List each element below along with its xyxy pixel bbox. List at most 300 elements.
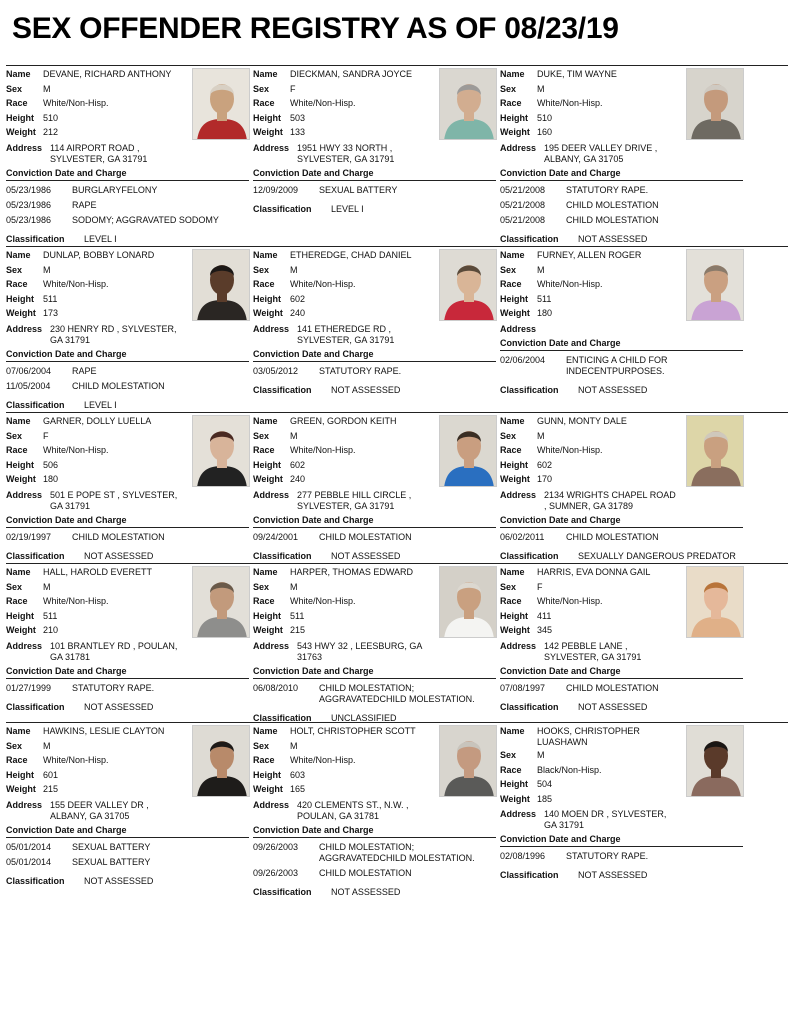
conviction-header: Conviction Date and Charge xyxy=(500,337,743,351)
race-label: Race xyxy=(500,98,522,109)
address-label: Address xyxy=(6,489,43,500)
classification-row xyxy=(500,550,740,562)
offender-card xyxy=(253,723,493,898)
conviction-date: 03/05/2012 xyxy=(253,365,299,376)
conviction-item xyxy=(253,868,493,879)
name-value: HALL, HAROLD EVERETT xyxy=(43,567,153,577)
classification-row xyxy=(253,886,493,898)
name-value: HAWKINS, LESLIE CLAYTON xyxy=(43,726,165,736)
weight-value: 133 xyxy=(290,127,306,138)
height-label: Height xyxy=(500,459,528,470)
sex-label: Sex xyxy=(253,430,270,441)
conviction-date: 05/01/2014 xyxy=(6,841,52,852)
weight-value: 170 xyxy=(537,474,553,485)
name-value: DEVANE, RICHARD ANTHONY xyxy=(43,69,172,79)
name-label: Name xyxy=(500,69,525,79)
height-label: Height xyxy=(500,610,528,621)
classification-row xyxy=(6,399,246,411)
conviction-item xyxy=(6,200,246,211)
race-value: White/Non-Hisp. xyxy=(290,98,356,109)
conviction-header: Conviction Date and Charge xyxy=(253,348,496,362)
weight-label: Weight xyxy=(253,474,283,485)
conviction-charge: STATUTORY RAPE. xyxy=(566,184,649,195)
name-value: GARNER, DOLLY LUELLA xyxy=(43,416,152,426)
classification-row xyxy=(500,233,740,245)
sex-label: Sex xyxy=(253,740,270,751)
address-value: 420 CLEMENTS ST., N.W. , POULAN, GA 31781 xyxy=(297,799,409,821)
classification-label: Classification xyxy=(6,550,65,561)
sex-value: M xyxy=(43,581,51,592)
conviction-charge: CHILD MOLESTATION xyxy=(72,531,165,542)
address-row xyxy=(253,641,493,663)
conviction-item xyxy=(6,366,246,377)
address-row xyxy=(253,800,493,822)
weight-value: 212 xyxy=(43,127,59,138)
weight-label: Weight xyxy=(253,127,283,138)
classification-row xyxy=(253,203,493,215)
sex-label: Sex xyxy=(253,264,270,275)
name-value: HOLT, CHRISTOPHER SCOTT xyxy=(290,726,416,736)
name-label: Name xyxy=(500,416,525,426)
conviction-item xyxy=(6,532,246,543)
conviction-charge: SODOMY; AGGRAVATED SODOMY xyxy=(72,214,219,225)
address-row xyxy=(500,641,740,663)
race-label: Race xyxy=(6,98,28,109)
conviction-date: 05/21/2008 xyxy=(500,199,546,210)
offender-card xyxy=(253,413,493,562)
weight-label: Weight xyxy=(500,127,530,138)
address-value: 142 PEBBLE LANE , SYLVESTER, GA 31791 xyxy=(544,640,642,662)
name-label: Name xyxy=(6,250,31,260)
conviction-item xyxy=(500,185,740,196)
classification-value: NOT ASSESSED xyxy=(331,384,401,395)
conviction-charge: RAPE xyxy=(72,365,97,376)
weight-label: Weight xyxy=(6,625,36,636)
classification-row xyxy=(6,550,246,562)
conviction-charge: CHILD MOLESTATION xyxy=(566,682,659,693)
address-label: Address xyxy=(500,323,537,334)
address-value xyxy=(544,324,740,335)
conviction-charge: STATUTORY RAPE. xyxy=(566,851,649,862)
conviction-charge: SEXUAL BATTERY xyxy=(72,856,151,867)
offender-card xyxy=(253,66,493,215)
name-value: HOOKS, CHRISTOPHER LUASHAWN xyxy=(537,726,640,747)
race-label: Race xyxy=(253,596,275,607)
classification-label: Classification xyxy=(500,550,559,561)
sex-label: Sex xyxy=(500,430,517,441)
offender-card xyxy=(500,247,740,396)
name-label: Name xyxy=(253,726,278,736)
address-row xyxy=(6,641,246,663)
classification-row xyxy=(6,701,246,713)
conviction-header: Conviction Date and Charge xyxy=(6,514,249,528)
conviction-charge: CHILD MOLESTATION xyxy=(319,867,412,878)
conviction-charge: SEXUAL BATTERY xyxy=(72,841,151,852)
mugshot-photo xyxy=(192,249,250,321)
name-label: Name xyxy=(6,416,31,426)
sex-value: M xyxy=(537,83,545,94)
classification-label: Classification xyxy=(6,233,65,244)
height-label: Height xyxy=(6,610,34,621)
registry-row xyxy=(6,563,788,722)
height-value: 603 xyxy=(290,769,306,780)
conviction-header: Conviction Date and Charge xyxy=(6,167,249,181)
race-value: White/Non-Hisp. xyxy=(537,596,603,607)
sex-value: M xyxy=(537,430,545,441)
name-label: Name xyxy=(500,250,525,260)
race-value: White/Non-Hisp. xyxy=(290,279,356,290)
address-row xyxy=(253,324,493,346)
race-value: White/Non-Hisp. xyxy=(290,596,356,607)
sex-label: Sex xyxy=(6,430,23,441)
height-value: 602 xyxy=(537,459,553,470)
race-label: Race xyxy=(500,279,522,290)
height-value: 511 xyxy=(537,293,552,304)
name-value: HARPER, THOMAS EDWARD xyxy=(290,567,414,577)
conviction-header: Conviction Date and Charge xyxy=(500,665,743,679)
weight-label: Weight xyxy=(500,625,530,636)
classification-label: Classification xyxy=(6,701,65,712)
race-label: Race xyxy=(500,596,522,607)
mugshot-photo xyxy=(192,566,250,638)
conviction-header: Conviction Date and Charge xyxy=(6,348,249,362)
conviction-date: 05/01/2014 xyxy=(6,856,52,867)
height-label: Height xyxy=(253,293,281,304)
race-label: Race xyxy=(6,445,28,456)
address-label: Address xyxy=(6,142,43,153)
mugshot-photo xyxy=(439,415,497,487)
classification-label: Classification xyxy=(500,701,559,712)
sex-label: Sex xyxy=(6,581,23,592)
name-value: DUKE, TIM WAYNE xyxy=(537,69,617,79)
conviction-item xyxy=(253,842,493,864)
conviction-header: Conviction Date and Charge xyxy=(500,514,743,528)
offender-card xyxy=(253,247,493,396)
classification-label: Classification xyxy=(6,399,65,410)
conviction-date: 01/27/1999 xyxy=(6,682,52,693)
conviction-date: 05/23/1986 xyxy=(6,214,52,225)
classification-label: Classification xyxy=(253,886,312,897)
mugshot-photo xyxy=(439,725,497,797)
classification-label: Classification xyxy=(500,384,559,395)
weight-value: 215 xyxy=(43,784,59,795)
weight-label: Weight xyxy=(253,308,283,319)
race-label: Race xyxy=(500,764,522,775)
address-value: 141 ETHEREDGE RD , SYLVESTER, GA 31791 xyxy=(297,323,395,345)
conviction-charge: CHILD MOLESTATION xyxy=(319,531,412,542)
race-value: White/Non-Hisp. xyxy=(43,445,109,456)
sex-label: Sex xyxy=(6,740,23,751)
mugshot-photo xyxy=(192,68,250,140)
classification-row xyxy=(6,233,246,245)
conviction-charge: STATUTORY RAPE. xyxy=(319,365,402,376)
conviction-date: 05/21/2008 xyxy=(500,184,546,195)
offender-card xyxy=(6,564,246,713)
race-label: Race xyxy=(253,98,275,109)
address-value: 195 DEER VALLEY DRIVE , ALBANY, GA 31705 xyxy=(544,142,658,164)
height-label: Height xyxy=(6,112,34,123)
weight-label: Weight xyxy=(6,784,36,795)
weight-value: 215 xyxy=(290,625,306,636)
address-row xyxy=(500,490,740,512)
classification-row xyxy=(6,875,246,887)
height-label: Height xyxy=(500,293,528,304)
address-row xyxy=(253,490,493,512)
address-label: Address xyxy=(6,799,43,810)
sex-value: M xyxy=(43,740,51,751)
weight-value: 180 xyxy=(43,474,59,485)
conviction-item xyxy=(500,683,740,694)
conviction-date: 07/08/1997 xyxy=(500,682,546,693)
classification-row xyxy=(500,384,740,396)
classification-label: Classification xyxy=(253,203,312,214)
sex-label: Sex xyxy=(253,83,270,94)
name-label: Name xyxy=(6,567,31,577)
weight-label: Weight xyxy=(253,784,283,795)
race-value: White/Non-Hisp. xyxy=(537,279,603,290)
conviction-charge: CHILD MOLESTATION xyxy=(566,199,659,210)
mugshot-photo xyxy=(686,415,744,487)
race-value: White/Non-Hisp. xyxy=(43,98,109,109)
conviction-date: 02/19/1997 xyxy=(6,531,52,542)
offender-card xyxy=(253,564,493,724)
address-row xyxy=(6,324,246,346)
offender-card xyxy=(6,247,246,411)
address-label: Address xyxy=(6,640,43,651)
race-label: Race xyxy=(6,755,28,766)
height-value: 602 xyxy=(290,459,306,470)
classification-label: Classification xyxy=(500,870,559,881)
sex-value: M xyxy=(43,83,51,94)
conviction-item xyxy=(6,215,246,226)
sex-value: M xyxy=(290,264,298,275)
classification-value: NOT ASSESSED xyxy=(331,886,401,897)
conviction-item xyxy=(6,185,246,196)
height-value: 602 xyxy=(290,293,306,304)
race-label: Race xyxy=(253,279,275,290)
address-value: 543 HWY 32 , LEESBURG, GA 31763 xyxy=(297,640,422,662)
height-label: Height xyxy=(500,779,528,790)
weight-label: Weight xyxy=(253,625,283,636)
conviction-item xyxy=(6,857,246,868)
registry-row xyxy=(6,412,788,563)
name-label: Name xyxy=(253,69,278,79)
classification-value: UNCLASSIFIED xyxy=(331,712,397,723)
conviction-date: 09/24/2001 xyxy=(253,531,299,542)
conviction-date: 09/26/2003 xyxy=(253,867,299,878)
address-label: Address xyxy=(253,142,290,153)
name-value: DIECKMAN, SANDRA JOYCE xyxy=(290,69,413,79)
conviction-date: 05/23/1986 xyxy=(6,199,52,210)
weight-value: 173 xyxy=(43,308,59,319)
name-value: GREEN, GORDON KEITH xyxy=(290,416,397,426)
conviction-header: Conviction Date and Charge xyxy=(253,824,496,838)
address-value: 2134 WRIGHTS CHAPEL ROAD , SUMNER, GA 31789 xyxy=(544,489,676,511)
address-row xyxy=(500,143,740,165)
conviction-charge: STATUTORY RAPE. xyxy=(72,682,155,693)
classification-value: NOT ASSESSED xyxy=(578,870,648,881)
address-value: 230 HENRY RD , SYLVESTER, GA 31791 xyxy=(50,323,177,345)
conviction-header: Conviction Date and Charge xyxy=(253,665,496,679)
name-label: Name xyxy=(500,726,525,736)
registry-row xyxy=(6,65,788,246)
race-label: Race xyxy=(253,755,275,766)
conviction-date: 11/05/2004 xyxy=(6,380,51,391)
weight-value: 345 xyxy=(537,625,553,636)
registry-row xyxy=(6,246,788,412)
height-label: Height xyxy=(253,610,281,621)
conviction-item xyxy=(500,532,740,543)
offender-card xyxy=(6,66,246,245)
address-row xyxy=(6,800,246,822)
page-title: SEX OFFENDER REGISTRY AS OF 08/23/19 xyxy=(12,12,619,45)
conviction-charge: CHILD MOLESTATION; AGGRAVATEDCHILD MOLESTATION. xyxy=(319,841,475,863)
name-label: Name xyxy=(6,69,31,79)
classification-row xyxy=(253,550,493,562)
conviction-charge: CHILD MOLESTATION xyxy=(566,531,659,542)
address-value: 277 PEBBLE HILL CIRCLE , SYLVESTER, GA 31791 xyxy=(297,489,412,511)
classification-row xyxy=(500,869,740,881)
sex-value: M xyxy=(290,430,298,441)
classification-label: Classification xyxy=(253,550,312,561)
name-label: Name xyxy=(253,567,278,577)
name-value: DUNLAP, BOBBY LONARD xyxy=(43,250,155,260)
mugshot-photo xyxy=(439,249,497,321)
classification-row xyxy=(253,384,493,396)
classification-row xyxy=(500,701,740,713)
sex-value: M xyxy=(290,740,298,751)
race-label: Race xyxy=(253,445,275,456)
conviction-item xyxy=(500,200,740,211)
weight-label: Weight xyxy=(6,308,36,319)
conviction-date: 09/26/2003 xyxy=(253,841,299,852)
height-label: Height xyxy=(6,459,34,470)
weight-label: Weight xyxy=(500,308,530,319)
race-label: Race xyxy=(500,445,522,456)
address-label: Address xyxy=(253,640,290,651)
conviction-item xyxy=(253,185,493,196)
conviction-date: 06/08/2010 xyxy=(253,682,299,693)
height-value: 503 xyxy=(290,112,306,123)
conviction-item xyxy=(500,851,740,862)
conviction-date: 02/08/1996 xyxy=(500,851,546,862)
race-label: Race xyxy=(6,279,28,290)
classification-label: Classification xyxy=(253,384,312,395)
sex-label: Sex xyxy=(500,83,517,94)
address-value: 101 BRANTLEY RD , POULAN, GA 31781 xyxy=(50,640,178,662)
race-label: Race xyxy=(6,596,28,607)
offender-card xyxy=(500,723,740,881)
name-value: GUNN, MONTY DALE xyxy=(537,416,627,426)
height-label: Height xyxy=(253,459,281,470)
classification-value: NOT ASSESSED xyxy=(578,384,648,395)
address-label: Address xyxy=(6,323,43,334)
conviction-header: Conviction Date and Charge xyxy=(500,167,743,181)
classification-value: NOT ASSESSED xyxy=(578,701,648,712)
classification-value: LEVEL I xyxy=(331,203,364,214)
race-value: Black/Non-Hisp. xyxy=(537,764,602,775)
mugshot-photo xyxy=(686,566,744,638)
address-row xyxy=(500,809,740,831)
height-value: 510 xyxy=(537,112,553,123)
height-value: 411 xyxy=(537,610,552,621)
weight-value: 185 xyxy=(537,793,553,804)
conviction-charge: SEXUAL BATTERY xyxy=(319,184,398,195)
conviction-date: 05/23/1986 xyxy=(6,184,52,195)
name-label: Name xyxy=(253,416,278,426)
conviction-charge: RAPE xyxy=(72,199,97,210)
offender-card xyxy=(500,564,740,713)
offender-card xyxy=(500,66,740,245)
conviction-charge: CHILD MOLESTATION xyxy=(566,214,659,225)
address-value: 155 DEER VALLEY DR , ALBANY, GA 31705 xyxy=(50,799,149,821)
weight-label: Weight xyxy=(500,474,530,485)
height-value: 601 xyxy=(43,769,59,780)
conviction-item xyxy=(253,532,493,543)
race-value: White/Non-Hisp. xyxy=(290,445,356,456)
weight-label: Weight xyxy=(6,127,36,138)
offender-card xyxy=(500,413,740,562)
height-value: 511 xyxy=(43,610,58,621)
mugshot-photo xyxy=(686,68,744,140)
height-label: Height xyxy=(253,112,281,123)
sex-value: F xyxy=(290,83,296,94)
sex-value: F xyxy=(43,430,49,441)
classification-label: Classification xyxy=(6,875,65,886)
weight-value: 240 xyxy=(290,474,306,485)
race-value: White/Non-Hisp. xyxy=(43,755,109,766)
mugshot-photo xyxy=(686,725,744,797)
race-value: White/Non-Hisp. xyxy=(43,596,109,607)
race-value: White/Non-Hisp. xyxy=(290,755,356,766)
address-label: Address xyxy=(500,640,537,651)
sex-value: F xyxy=(537,581,543,592)
address-row xyxy=(253,143,493,165)
mugshot-photo xyxy=(686,249,744,321)
mugshot-photo xyxy=(192,415,250,487)
classification-value: LEVEL I xyxy=(84,399,117,410)
weight-value: 160 xyxy=(537,127,553,138)
height-label: Height xyxy=(6,293,34,304)
sex-label: Sex xyxy=(6,83,23,94)
conviction-item xyxy=(500,215,740,226)
address-label: Address xyxy=(500,142,537,153)
name-value: FURNEY, ALLEN ROGER xyxy=(537,250,642,260)
classification-label: Classification xyxy=(500,233,559,244)
race-value: White/Non-Hisp. xyxy=(43,279,109,290)
classification-value: NOT ASSESSED xyxy=(84,701,154,712)
conviction-charge: BURGLARYFELONY xyxy=(72,184,158,195)
name-label: Name xyxy=(500,567,525,577)
conviction-item xyxy=(500,355,740,377)
conviction-date: 05/21/2008 xyxy=(500,214,546,225)
conviction-item xyxy=(253,366,493,377)
conviction-date: 02/06/2004 xyxy=(500,354,546,365)
conviction-header: Conviction Date and Charge xyxy=(6,665,249,679)
mugshot-photo xyxy=(439,566,497,638)
conviction-item xyxy=(6,381,246,392)
weight-value: 240 xyxy=(290,308,306,319)
address-label: Address xyxy=(253,323,290,334)
sex-label: Sex xyxy=(500,750,517,760)
address-value: 114 AIRPORT ROAD , SYLVESTER, GA 31791 xyxy=(50,142,148,164)
conviction-date: 06/02/2011 xyxy=(500,531,545,542)
address-value: 140 MOEN DR , SYLVESTER, GA 31791 xyxy=(544,809,667,831)
height-value: 504 xyxy=(537,779,553,790)
height-label: Height xyxy=(253,769,281,780)
weight-label: Weight xyxy=(500,793,530,804)
race-value: White/Non-Hisp. xyxy=(537,445,603,456)
